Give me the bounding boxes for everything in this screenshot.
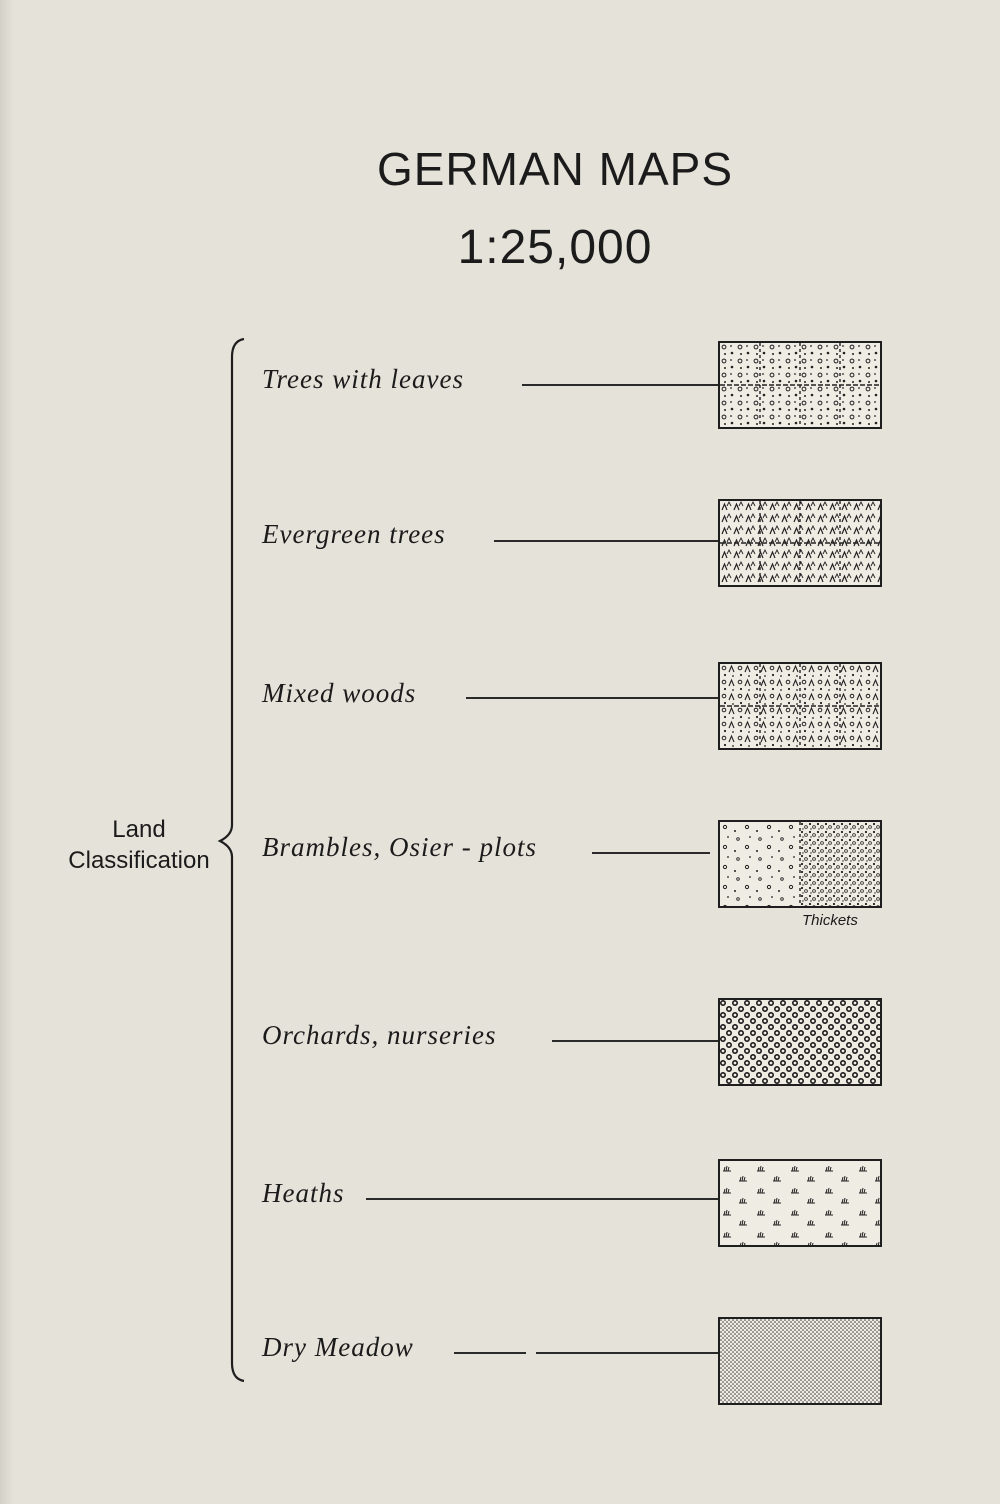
swatch-heaths — [718, 1159, 882, 1247]
leader-line — [536, 1352, 718, 1354]
pattern-deciduous — [720, 343, 880, 427]
leader-line — [466, 697, 718, 699]
pattern-orchard — [720, 1000, 880, 1084]
map-title: GERMAN MAPS — [376, 143, 734, 195]
legend-label-brambles: Brambles, Osier - plots — [262, 832, 537, 862]
pattern-heath — [720, 1161, 880, 1245]
swatch-sublabel-thickets: Thickets — [802, 912, 858, 929]
curly-brace — [210, 335, 250, 1385]
legend-label-orchards: Orchards, nurseries — [262, 1020, 497, 1050]
pattern-evergreen — [720, 501, 880, 585]
leader-line — [454, 1352, 526, 1354]
legend-label-mixed-woods: Mixed woods — [262, 678, 417, 708]
swatch-trees-with-leaves — [718, 341, 882, 429]
group-label — [50, 814, 228, 876]
swatch-brambles — [718, 820, 882, 908]
legend-label-heaths: Heaths — [262, 1178, 345, 1208]
legend-label-trees-with-leaves: Trees with leaves — [262, 364, 464, 394]
swatch-orchards — [718, 998, 882, 1086]
legend-label-dry-meadow: Dry Meadow — [262, 1332, 414, 1362]
group-label-line1: Land — [112, 816, 166, 843]
swatch-evergreen-trees — [718, 499, 882, 587]
leader-line — [366, 1198, 718, 1200]
leader-line — [522, 384, 718, 386]
leader-line — [552, 1040, 718, 1042]
legend-label-evergreen-trees: Evergreen trees — [262, 519, 446, 549]
swatch-dry-meadow — [718, 1317, 882, 1405]
leader-line — [592, 852, 710, 854]
leader-line — [494, 540, 718, 542]
map-scale: 1:25,000 — [457, 221, 653, 274]
group-label-line2: Classification — [68, 847, 210, 874]
swatch-mixed-woods — [718, 662, 882, 750]
pattern-brambles — [720, 822, 880, 906]
pattern-mixed — [720, 664, 880, 748]
pattern-meadow — [720, 1319, 880, 1403]
